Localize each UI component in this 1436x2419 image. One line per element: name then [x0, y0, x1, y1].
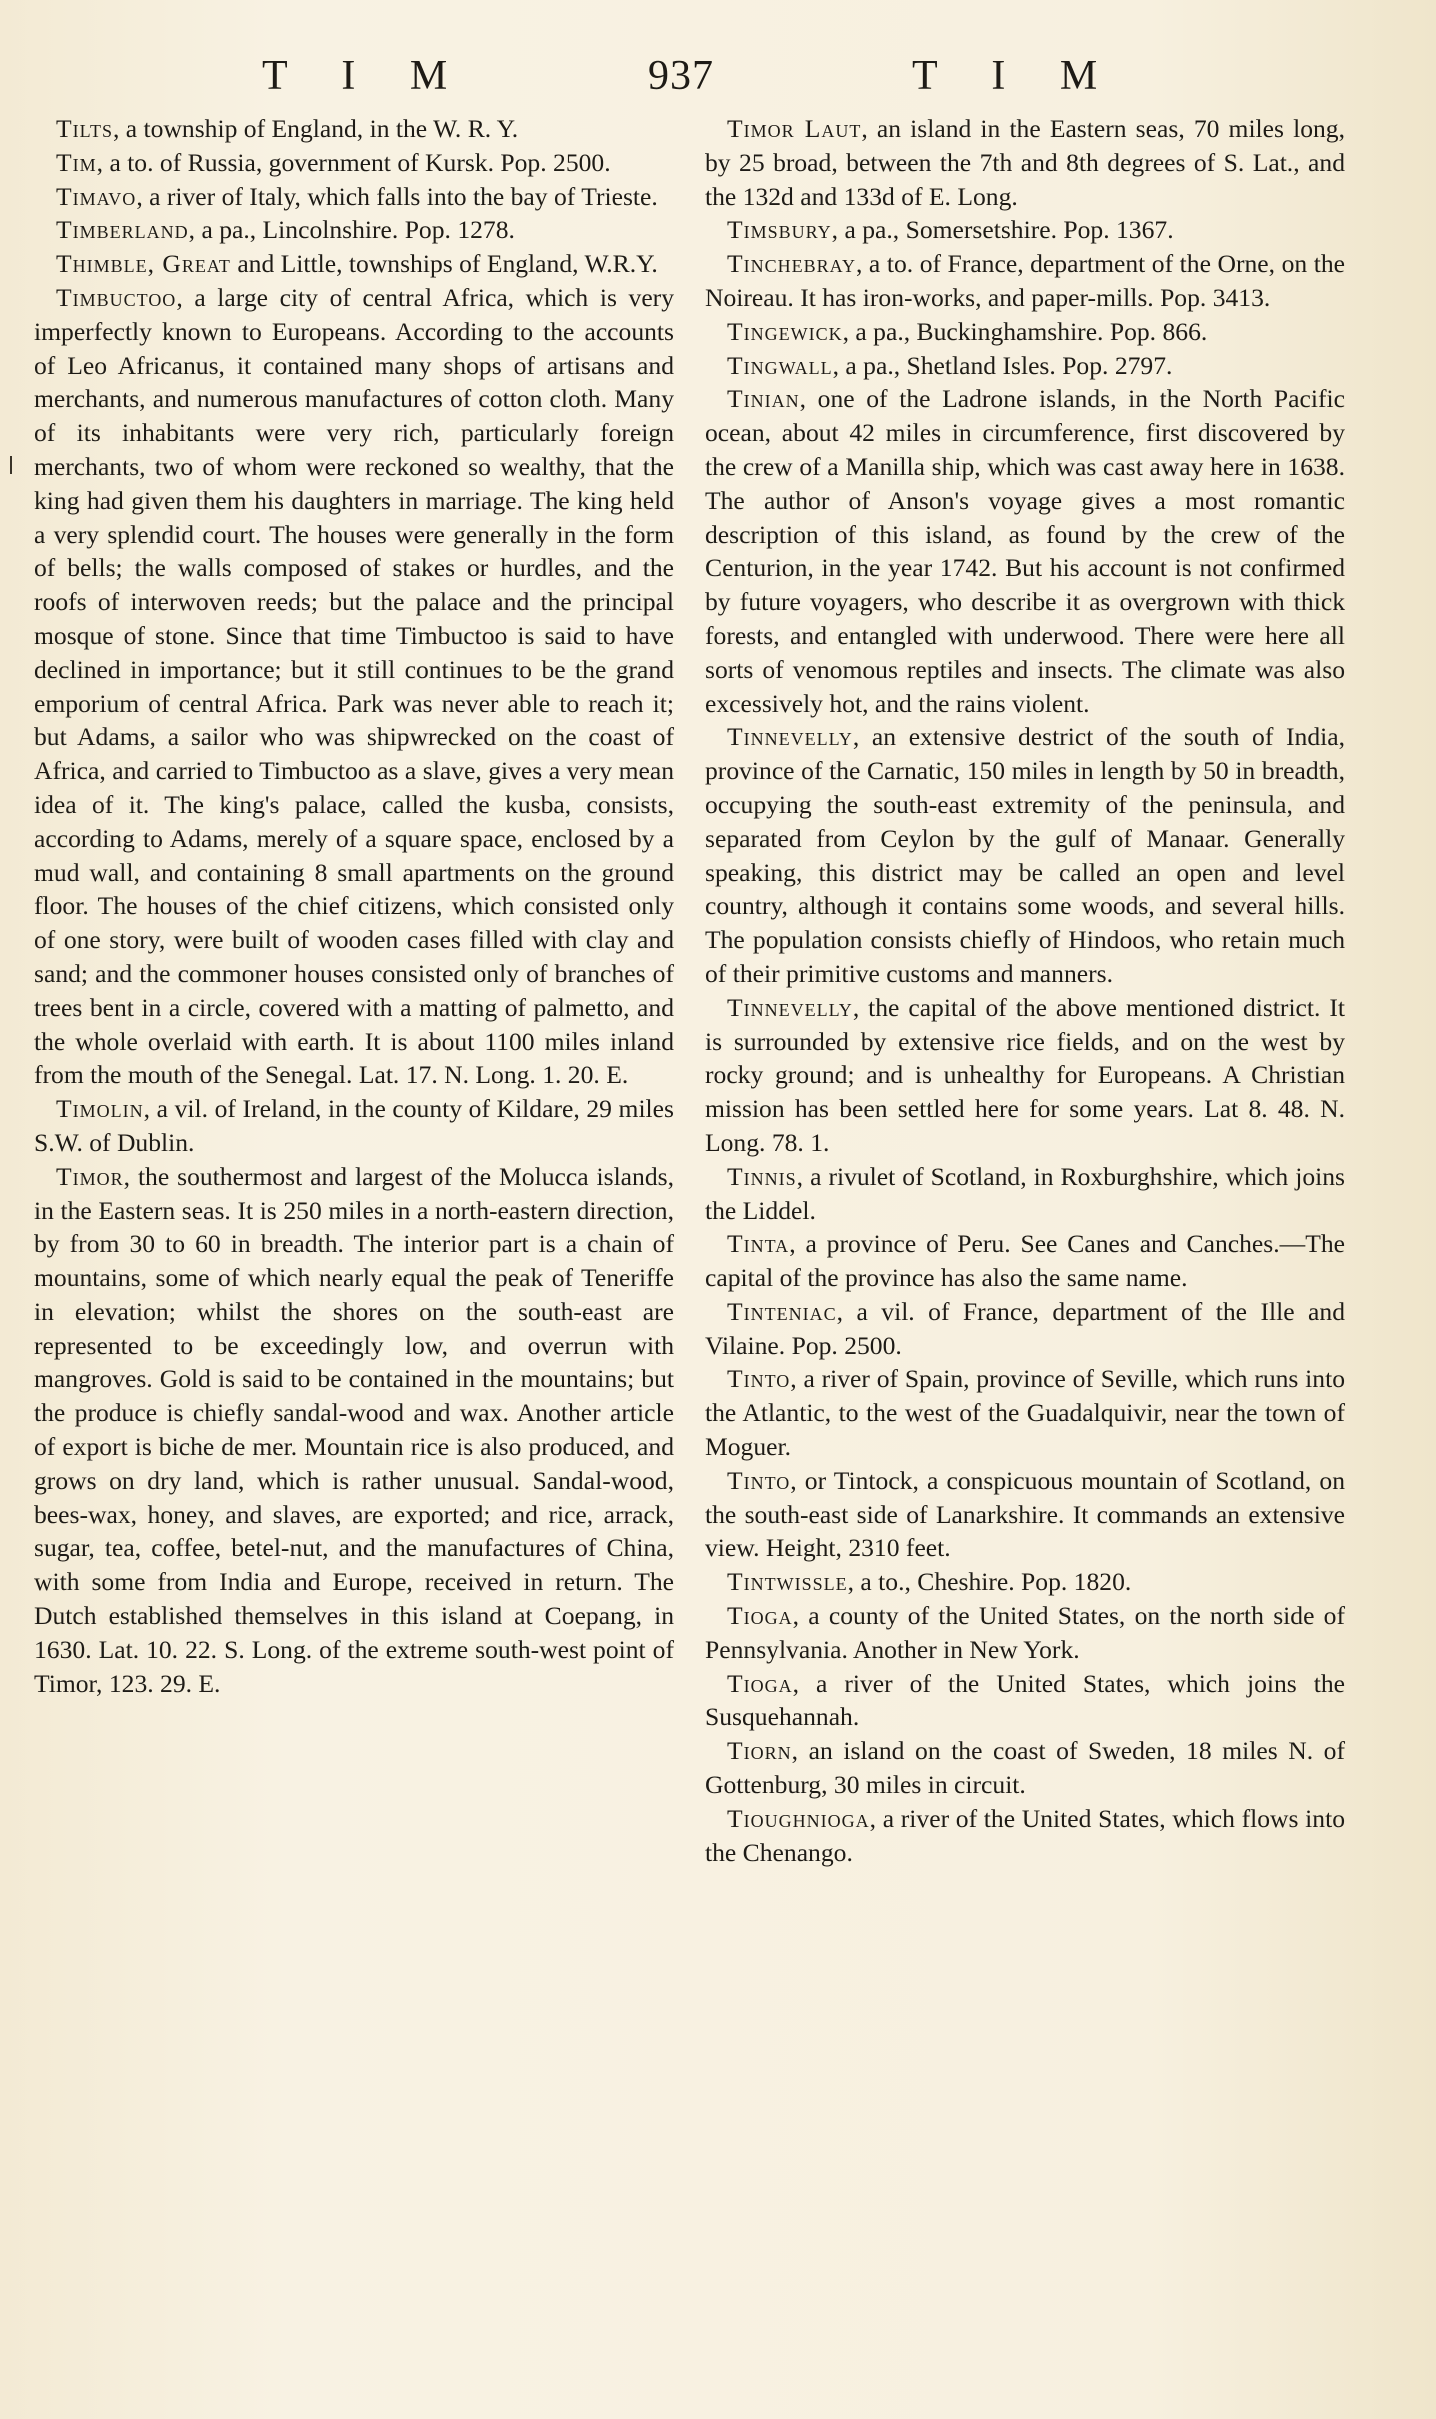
entry-headword: Tim [56, 147, 97, 177]
entry-tingwall [705, 349, 1345, 383]
entry-headword: Timolin [56, 1094, 144, 1124]
entry-headword: Tiorn [727, 1736, 792, 1766]
entry-headword: Timsbury [727, 215, 832, 245]
entry-timolin [34, 1092, 674, 1160]
header-left-catchword: T I M [262, 53, 470, 99]
entry-tinian [705, 382, 1345, 720]
entry-headword: Tinto [727, 1465, 791, 1495]
entry-headword: Tinteniac [727, 1296, 837, 1326]
entry-text: , an extensive destrict of the south of India, province of the Carnatic, 150 miles in length by 50 in breadth, occupying the south-east extremity of the peninsula, and separated from Ceylon by the gulf of Manaar. Generally speaking, this district may be called an open and level country, although it contains some woods, and several hills. The population consists chiefly of Hindoos, who retain much of their primitive customs and manners. [705, 722, 1345, 988]
entry-text: , a vil. of France, department of the Ille and Vilaine. Pop. 2500. [705, 1296, 1345, 1360]
page-number: 937 [648, 53, 714, 99]
entry-tinteniac [705, 1295, 1345, 1363]
entry-timberland [34, 213, 674, 247]
entry-tiorn [705, 1734, 1345, 1802]
entry-headword: Timor Laut [727, 114, 862, 143]
entry-text: , a river of Italy, which falls into the bay of Trieste. [136, 181, 658, 211]
entry-tingewick [705, 315, 1345, 349]
entry-text: , a pa., Buckinghamshire. Pop. 866. [842, 316, 1208, 346]
entry-text: , or Tintock, a conspicuous mountain of Scotland, on the south-east side of Lanarkshire. It commands an extensive view. Height, 2310 feet. [705, 1465, 1345, 1563]
entry-headword: Tingwall [727, 350, 833, 380]
entry-tinnevelly-capital [705, 991, 1345, 1160]
entry-headword: Thimble, Great [56, 249, 231, 279]
entry-tioga-county [705, 1599, 1345, 1667]
entry-headword: Tinto [727, 1364, 791, 1394]
entry-text: , a rivulet of Scotland, in Roxburghshire, which joins the Liddel. [705, 1161, 1345, 1225]
entry-tinto-mountain [705, 1464, 1345, 1565]
entry-text: , a to. of Russia, government of Kursk. Pop. 2500. [96, 147, 611, 177]
entry-headword: Tinnis [727, 1161, 797, 1191]
entry-text: , a county of the United States, on the north side of Pennsylvania. Another in New York. [705, 1601, 1345, 1664]
entry-timsbury [705, 213, 1345, 247]
entry-text: , a to. of France, department of the Orne, on the Noireau. It has iron-works, and paper-mills. Pop. 3413. [705, 249, 1345, 312]
entry-text: , a river of Spain, province of Seville, which runs into the Atlantic, to the west of the Guadalquivir, near the town of Moguer. [705, 1364, 1345, 1462]
entry-tinnevelly-district [705, 720, 1345, 990]
entry-text: , a large city of central Africa, which is very imperfectly known to Europeans. According to the accounts of Leo Africanus, it contained many shops of artisans and merchants, and numerous manufactures of cotton cloth. Many of its inhabitants were very rich, particularly foreign merchants, two of whom were reckoned so wealthy, that the king had given them his daughters in marriage. The king held a very splendid court. The houses were generally in the form of bells; the walls composed of stakes or hurdles, and the roofs of interwoven reeds; but the palace and the principal mosque of stone. Since that time Timbuctoo is said to have declined in importance; but it still continues to be the grand emporium of central Africa. Park was never able to reach it; but Adams, a sailor who was shipwrecked on the coast of Africa, and carried to Timbuctoo as a slave, gives a very mean idea of it. The king's palace, called the kusba, consists, according to Adams, merely of a square space, enclosed by a mud wall, and containing 8 small apartments on the ground floor. The houses of the chief citizens, which consisted only of one story, were built of wooden cases filled with clay and sand; and the commoner houses consisted only of branches of trees bent in a circle, covered with a matting of palmetto, and the whole overlaid with earth. It is about 1100 miles inland from the mouth of the Senegal. Lat. 17. N. Long. 1. 20. E. [34, 282, 674, 1090]
entry-text: , a pa., Somersetshire. Pop. 1367. [831, 215, 1174, 245]
entry-text: and Little, townships of England, W.R.Y. [230, 249, 658, 279]
entry-tinchebray [705, 247, 1345, 315]
margin-mark [10, 456, 12, 474]
entry-thimble [34, 247, 674, 281]
entry-tinnis [705, 1160, 1345, 1228]
entry-headword: Timbuctoo [56, 282, 177, 312]
entry-headword: Tilts [56, 114, 113, 143]
entry-timor [34, 1160, 674, 1701]
entry-tinta [705, 1227, 1345, 1295]
entry-text: , the capital of the above mentioned district. It is surrounded by extensive rice fields, and on the west by rocky ground; and is unhealthy for Europeans. A Christian mission has been settled here for some years. Lat 8. 48. N. Long. 78. 1. [705, 992, 1345, 1157]
entry-tioga-river [705, 1667, 1345, 1735]
entry-headword: Tintwissle [727, 1567, 848, 1597]
entry-text: , the southermost and largest of the Molucca islands, in the Eastern seas. It is 250 miles in a north-eastern direction, by from 30 to 60 in breadth. The interior part is a chain of mountains, some of which nearly equal the peak of Teneriffe in elevation; whilst the shores on the south-east are represented to be exceedingly low, and overrun with mangroves. Gold is said to be contained in the mountains; but the produce is chiefly sandal-wood and wax. Another article of export is biche de mer. Mountain rice is also produced, and grows on dry land, which is rather unusual. Sandal-wood, bees-wax, honey, and slaves, are exported; and rice, arrack, sugar, tea, coffee, betel-nut, and the manufactures of China, with some from India and Europe, received in return. The Dutch established themselves in this island at Coepang, in 1630. Lat. 10. 22. S. Long. of the extreme south-west point of Timor, 123. 29. E. [34, 1161, 674, 1698]
entry-text: , a river of the United States, which flows into the Chenango. [705, 1803, 1345, 1867]
entry-timbuctoo [34, 281, 674, 1092]
entry-headword: Tinchebray [727, 249, 856, 279]
right-column [705, 112, 1345, 1869]
left-column [34, 112, 674, 1700]
running-header [0, 50, 1436, 110]
entry-text: , a river of the United States, which joins the Susquehannah. [705, 1668, 1345, 1732]
entry-tioughnioga [705, 1802, 1345, 1870]
entry-headword: Timberland [56, 215, 189, 245]
entry-text: , a township of England, in the W. R. Y. [112, 114, 519, 143]
entry-text: , an island in the Eastern seas, 70 miles long, by 25 broad, between the 7th and 8th degrees of S. Lat., and the 132d and 133d of E. Long. [705, 114, 1345, 211]
entry-headword: Timor [56, 1161, 124, 1191]
entry-timor-laut [705, 112, 1345, 213]
entry-headword: Tioga [727, 1601, 793, 1631]
entry-headword: Tinnevelly [727, 722, 853, 752]
entry-timavo [34, 180, 674, 214]
entry-headword: Tinnevelly [727, 992, 853, 1022]
entry-text: , a pa., Shetland Isles. Pop. 2797. [832, 350, 1173, 380]
entry-tim [34, 146, 674, 180]
entry-headword: Tinian [727, 384, 800, 414]
entry-headword: Tingewick [727, 316, 843, 346]
entry-headword: Tioughnioga [727, 1803, 870, 1833]
entry-text: , one of the Ladrone islands, in the North Pacific ocean, about 42 miles in circumference, first discovered by the crew of a Manilla ship, which was cast away here in 1638. The author of Anson's voyage gives a most romantic description of this island, as found by the crew of the Centurion, in the year 1742. But his account is not confirmed by future voyagers, who describe it as overgrown with thick forests, and entangled with underwood. There were here all sorts of venomous reptiles and insects. The climate was also excessively hot, and the rains violent. [705, 384, 1345, 718]
entry-tilts [34, 112, 674, 146]
entry-headword: Timavo [56, 181, 137, 211]
entry-tinto-river [705, 1362, 1345, 1463]
entry-text: , a to., Cheshire. Pop. 1820. [847, 1567, 1132, 1597]
entry-text: , a province of Peru. See Canes and Canches.—The capital of the province has also the same name. [705, 1229, 1345, 1293]
entry-text: , a vil. of Ireland, in the county of Kildare, 29 miles S.W. of Dublin. [34, 1094, 674, 1157]
entry-headword: Tinta [727, 1229, 790, 1259]
header-right-catchword: T I M [912, 53, 1120, 99]
entry-headword: Tioga [727, 1668, 793, 1698]
entry-tintwissle [705, 1565, 1345, 1599]
entry-text: , an island on the coast of Sweden, 18 miles N. of Gottenburg, 30 miles in circuit. [705, 1736, 1345, 1800]
entry-text: , a pa., Lincolnshire. Pop. 1278. [188, 215, 515, 245]
